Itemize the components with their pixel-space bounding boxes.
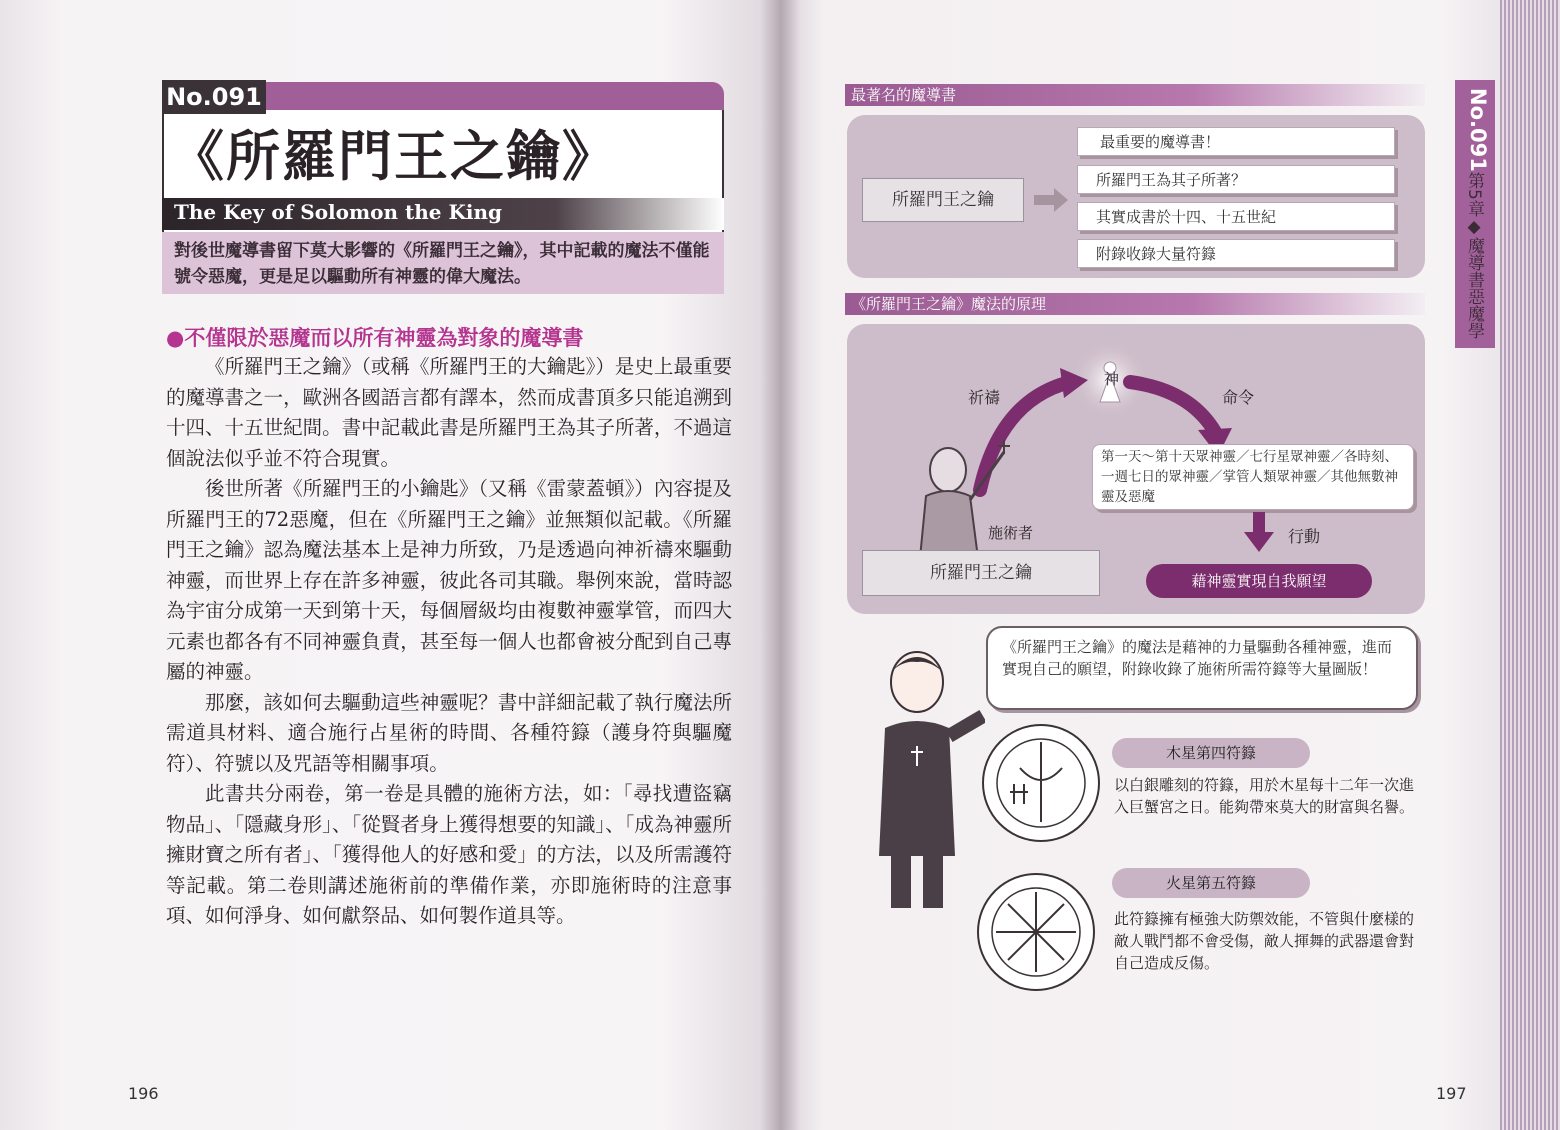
section-heading-text: 不僅限於惡魔而以所有神靈為對象的魔導書 (184, 326, 584, 350)
bullet-dot-icon: ● (166, 326, 185, 350)
spirits-box: 第一天～第十天眾神靈／七行星眾神靈／各時刻、一週七日的眾神靈／掌管人類眾神靈／其他無數神靈及惡魔 (1092, 444, 1414, 510)
section2-header: 《所羅門王之鑰》魔法的原理 (845, 293, 1425, 315)
book-plaque: 所羅門王之鑰 (862, 178, 1024, 222)
sigil1-text: 以白銀雕刻的符籙，用於木星每十二年一次進入巨蟹宮之日。能夠帶來莫大的財富與名譽。 (1114, 776, 1415, 816)
speech-bubble: 《所羅門王之鑰》的魔法是藉神的力量驅動各種神靈，進而實現自己的願望，附錄收錄了施術所需符籙等大量圖版！ (986, 626, 1418, 710)
header-bar (266, 82, 724, 110)
summary-text: 對後世魔導書留下莫大影響的《所羅門王之鑰》，其中記載的魔法不僅能號令惡魔，更是足以驅動所有神靈的偉大魔法。 (174, 241, 710, 287)
result-pill: 藉神靈實現自我願望 (1146, 564, 1372, 598)
article-header (162, 80, 724, 230)
mars-sigil-icon (974, 870, 1098, 994)
caster-label: 施術者 (988, 524, 1034, 542)
article-title: 《所羅門王之鑰》 (170, 124, 618, 188)
left-page-number: 196 (128, 1084, 159, 1103)
priest-icon (855, 636, 985, 916)
paragraph: 此書共分兩卷，第一卷是具體的施術方法，如：「尋找遭盜竊物品」、「隱藏身形」、「從賢者身上獲得想要的知識」、「成為神靈所擁財寶之所有者」、「獲得他人的好感和愛」的方法，以及所需護符等記載。第二卷則講述施術前的準備作業，亦即施術時的注意事項、如何淨身、如何獻祭品、如何製作道具等。 (166, 782, 732, 927)
god-label: 神 (1104, 370, 1120, 388)
fact-item: 最重要的魔導書！ (1077, 127, 1395, 156)
command-arrow-icon (1130, 382, 1215, 432)
sigil2-text: 此符籙擁有極強大防禦效能，不管與什麼樣的敵人戰鬥都不會受傷，敵人揮舞的武器還會對自己造成反傷。 (1114, 910, 1415, 972)
fact-item: 附錄收錄大量符籙 (1077, 239, 1395, 268)
paragraph: 那麼，該如何去驅動這些神靈呢？書中詳細記載了執行魔法所需道具材料、適合施行占星術的時間、各種符籙（護身符與驅魔符）、符號以及咒語等相關事項。 (166, 690, 732, 775)
body-text (166, 352, 732, 932)
paragraph: 《所羅門王之鑰》（或稱《所羅門王的大鑰匙》）是史上最重要的魔導書之一，歐洲各國語言都有譯本，然而成書頂多只能追溯到十四、十五世紀間。書中記載此書是所羅門王為其子所著，不過這個說法似乎並不符合現實。 (166, 355, 732, 470)
fact-item: 所羅門王為其子所著？ (1077, 165, 1395, 194)
side-chapter: 第5章◆魔導書惡魔學 (1464, 172, 1484, 339)
paragraph: 後世所著《所羅門王的小鑰匙》（又稱《雷蒙蓋頓》）內容提及所羅門王的72惡魔，但在《所羅門王之鑰》並無類似記載。《所羅門王之鑰》認為魔法基本上是神力所致，乃是透過向神祈禱來驅動神靈，而世界上存在許多神靈，彼此各司其職。舉例來說，當時認為宇宙分成第一天到第十天，每個層級均由複數神靈掌管，而四大元素也都各有不同神靈負責，甚至每一個人也都會被分配到自己專屬的神靈。 (166, 477, 732, 683)
down-arrow-icon (1244, 512, 1274, 552)
jupiter-sigil-icon (980, 722, 1102, 844)
grimoire-plaque: 所羅門王之鑰 (862, 550, 1100, 596)
command-label: 命令 (1222, 388, 1255, 407)
sigil1-title: 木星第四符籙 (1112, 738, 1310, 768)
right-page-number: 197 (1436, 1084, 1467, 1103)
book-spine (760, 0, 800, 1130)
article-subtitle: The Key of Solomon the King (174, 200, 502, 224)
article-number: No.091 (162, 80, 266, 114)
pray-label: 祈禱 (968, 388, 1001, 407)
arrow-right-icon (1034, 188, 1070, 212)
action-label: 行動 (1288, 527, 1321, 546)
summary-box (162, 232, 724, 294)
page-edges (1500, 0, 1560, 1130)
section1-header: 最著名的魔導書 (845, 84, 1425, 106)
sigil2-title: 火星第五符籙 (1112, 868, 1310, 898)
fact-item: 其實成書於十四、十五世紀 (1077, 202, 1395, 231)
subtitle-bar (162, 198, 724, 230)
section-heading (166, 322, 583, 352)
side-number: No.091 (1466, 88, 1490, 172)
